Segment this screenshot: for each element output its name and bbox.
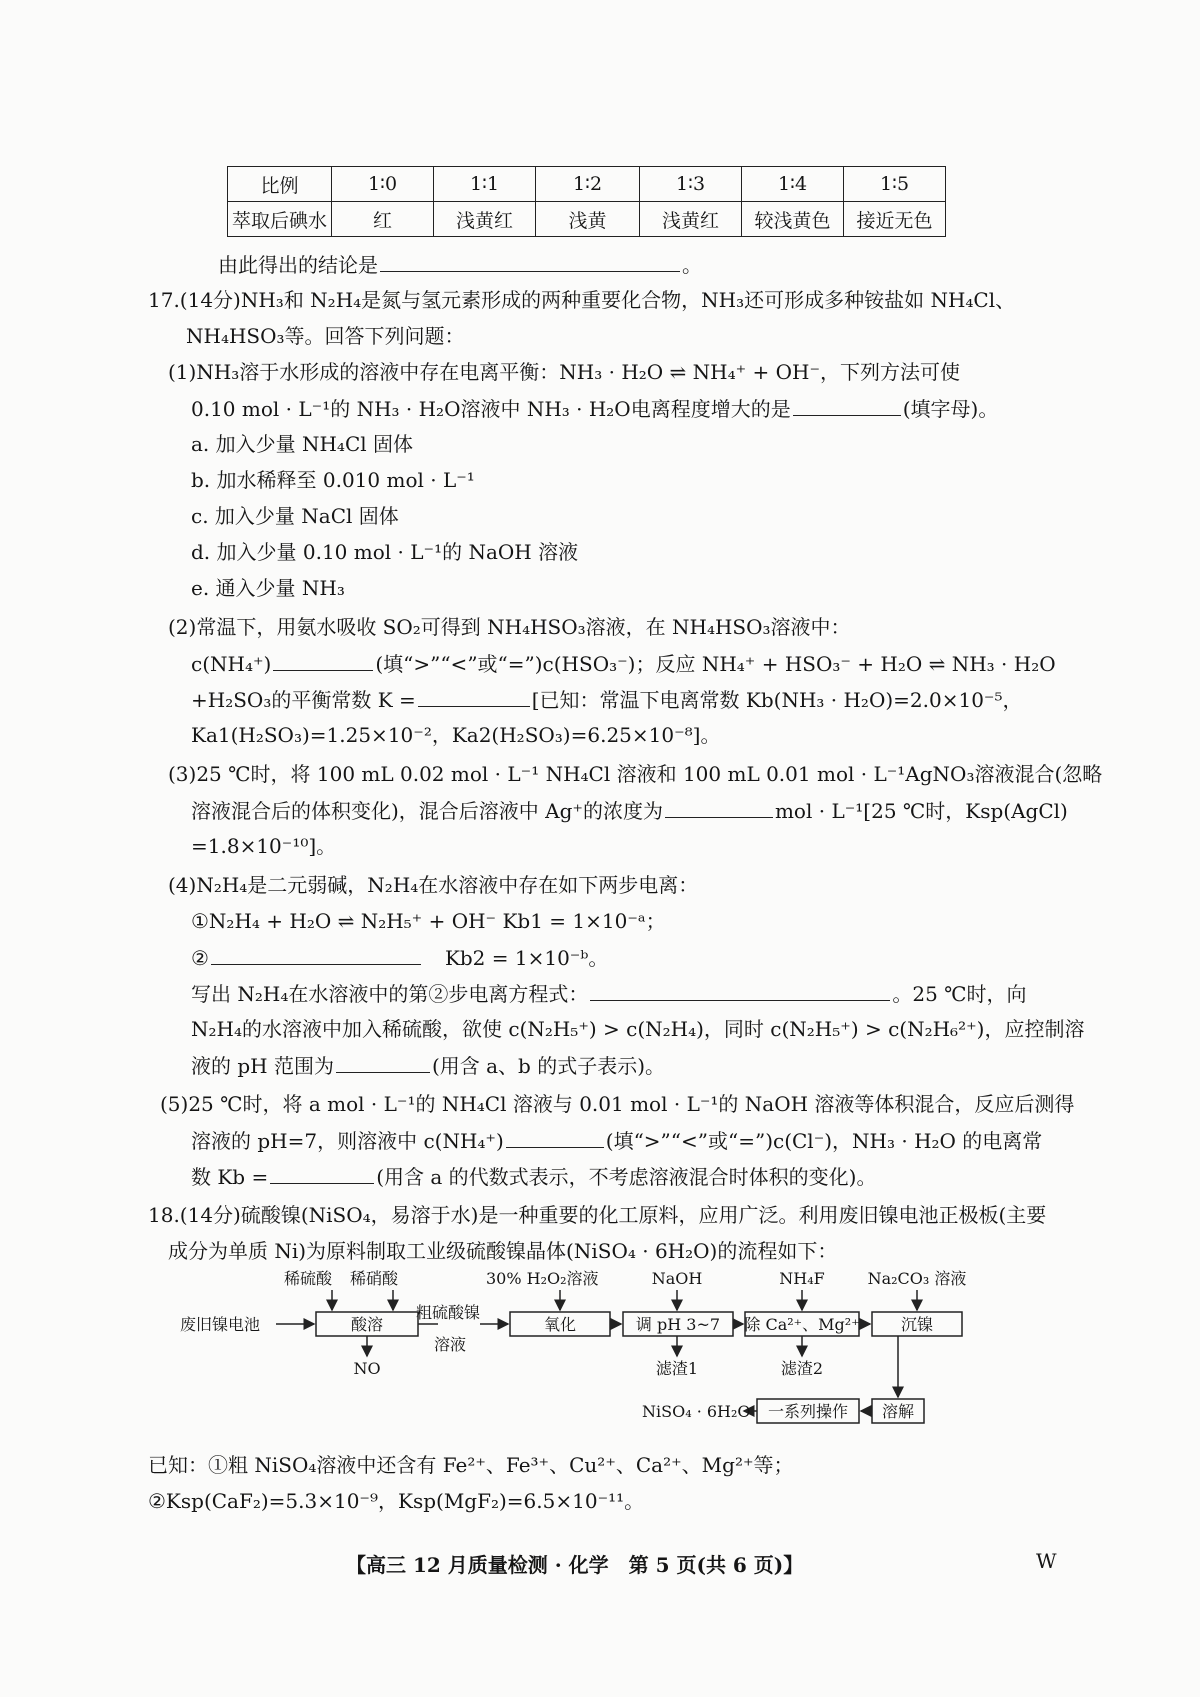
- flow-reagent-label: 稀硝酸: [350, 1269, 399, 1288]
- paper-version-mark: W: [1036, 1549, 1057, 1573]
- table-cell: 浅黄: [536, 202, 640, 237]
- part-1-line-2: 0.10 mol · L⁻¹的 NH₃ · H₂O溶液中 NH₃ · H₂O电离程度增大的是 (填字母)。: [191, 393, 998, 424]
- flow-product-label: NiSO₄ · 6H₂O: [642, 1402, 751, 1421]
- part-4-line-2: ①N₂H₄ + H₂O ⇌ N₂H₅⁺ + OH⁻ Kb1 = 1×10⁻ᵃ；: [191, 909, 666, 933]
- part-2-line: (2)常温下，用氨水吸收 SO₂可得到 NH₄HSO₃溶液，在 NH₄HSO₃溶液中：: [168, 615, 851, 639]
- option-a: a. 加入少量 NH₄Cl 固体: [191, 432, 414, 456]
- table-cell: 萃取后碘水: [228, 202, 332, 237]
- part-3-line: (3)25 ℃时，将 100 mL 0.02 mol · L⁻¹ NH₄Cl 溶液和 100 mL 0.01 mol · L⁻¹AgNO₃溶液混合(忽略: [168, 762, 1103, 786]
- part-4-line: (4)N₂H₄是二元弱碱，N₂H₄在水溶液中存在如下两步电离：: [168, 873, 699, 897]
- flow-residue-label: 滤渣2: [780, 1359, 824, 1378]
- table-cell: 较浅黄色: [742, 202, 844, 237]
- part-4-line-6: 液的 pH 范围为 (用含 a、b 的式子表示)。: [191, 1050, 665, 1081]
- option-c: c. 加入少量 NaCl 固体: [191, 504, 399, 528]
- flow-step-label: 沉镍: [900, 1315, 934, 1334]
- question-17-stem-2: NH₄HSO₃等。回答下列问题：: [186, 324, 465, 348]
- table-cell: 浅黄红: [640, 202, 742, 237]
- question-17-stem: 17.(14分)NH₃和 N₂H₄是氮与氢元素形成的两种重要化合物，NH₃还可形成多种铵盐如 NH₄Cl、: [148, 288, 1016, 312]
- table-cell: 1∶3: [640, 167, 742, 202]
- part-2-line-4: Ka1(H₂SO₃)=1.25×10⁻²，Ka2(H₂SO₃)=6.25×10⁻⁸]。: [191, 723, 721, 747]
- flow-step-label: 氧化: [543, 1315, 577, 1334]
- table-cell: 1∶0: [332, 167, 434, 202]
- flow-start-label: 废旧镍电池: [180, 1315, 261, 1334]
- ratio-table: [227, 166, 946, 237]
- flow-reagent-label: NH₄F: [779, 1269, 825, 1288]
- process-flow-diagram: [180, 1262, 1060, 1442]
- answer-blank[interactable]: [506, 1125, 604, 1148]
- known-condition-2: ②Ksp(CaF₂)=5.3×10⁻⁹，Ksp(MgF₂)=6.5×10⁻¹¹。: [148, 1489, 645, 1513]
- known-condition-1: 已知：①粗 NiSO₄溶液中还含有 Fe²⁺、Fe³⁺、Cu²⁺、Ca²⁺、Mg²⁺等；: [148, 1453, 794, 1477]
- part-5-line-2: 溶液的 pH=7，则溶液中 c(NH₄⁺) (填“>”“<”或“=”)c(Cl⁻)，NH₃ · H₂O 的电离常: [191, 1125, 1042, 1156]
- part-5-line: (5)25 ℃时，将 a mol · L⁻¹的 NH₄Cl 溶液与 0.01 mol · L⁻¹的 NaOH 溶液等体积混合，反应后测得: [160, 1092, 1075, 1116]
- part-4-line-4: 写出 N₂H₄在水溶液中的第②步电离方程式： 。25 ℃时，向: [191, 978, 1027, 1009]
- flow-step-label: 调 pH 3~7: [635, 1315, 721, 1334]
- question-18-stem: 18.(14分)硫酸镍(NiSO₄，易溶于水)是一种重要的化工原料，应用广泛。利用废旧镍电池正极板(主要: [148, 1203, 1047, 1227]
- answer-blank[interactable]: [336, 1050, 430, 1073]
- answer-blank[interactable]: [270, 1161, 374, 1184]
- flow-step-label: 溶解: [881, 1402, 915, 1421]
- answer-blank[interactable]: [665, 795, 773, 818]
- table-cell: 浅黄红: [434, 202, 536, 237]
- question-18-stem-2: 成分为单质 Ni)为原料制取工业级硫酸镍晶体(NiSO₄ · 6H₂O)的流程如下：: [168, 1239, 838, 1263]
- part-1-line: (1)NH₃溶于水形成的溶液中存在电离平衡：NH₃ · H₂O ⇌ NH₄⁺ + OH⁻，下列方法可使: [168, 360, 961, 384]
- answer-blank[interactable]: [273, 648, 373, 671]
- flow-step-label: 酸溶: [350, 1315, 384, 1334]
- answer-blank[interactable]: [211, 942, 421, 965]
- part-5-line-3: 数 Kb = (用含 a 的代数式表示，不考虑溶液混合时体积的变化)。: [191, 1161, 876, 1192]
- flow-byproduct-label: NO: [353, 1359, 381, 1378]
- flow-step-label: 一系列操作: [767, 1402, 849, 1421]
- option-e: e. 通入少量 NH₃: [191, 576, 345, 600]
- answer-blank[interactable]: [590, 978, 890, 1001]
- table-cell: 比例: [228, 167, 332, 202]
- conclusion-line: 由此得出的结论是 。: [218, 249, 702, 280]
- table-cell: 1∶5: [844, 167, 946, 202]
- flow-reagent-label: 30% H₂O₂溶液: [486, 1269, 599, 1288]
- part-2-line-2: c(NH₄⁺) (填“>”“<”或“=”)c(HSO₃⁻)；反应 NH₄⁺ + HSO₃⁻ + H₂O ⇌ NH₃ · H₂O: [191, 648, 1056, 679]
- answer-blank[interactable]: [380, 249, 680, 272]
- table-cell: 接近无色: [844, 202, 946, 237]
- table-row: [228, 167, 946, 202]
- answer-blank[interactable]: [418, 684, 530, 707]
- flow-reagent-label: 稀硫酸: [284, 1269, 333, 1288]
- table-cell: 红: [332, 202, 434, 237]
- flow-step-label: 除 Ca²⁺、Mg²⁺: [744, 1315, 860, 1334]
- option-b: b. 加水稀释至 0.010 mol · L⁻¹: [191, 468, 475, 492]
- option-d: d. 加入少量 0.10 mol · L⁻¹的 NaOH 溶液: [191, 540, 579, 564]
- part-3-line-3: =1.8×10⁻¹⁰]。: [191, 834, 337, 858]
- table-cell: 1∶2: [536, 167, 640, 202]
- flow-reagent-label: Na₂CO₃ 溶液: [867, 1269, 967, 1288]
- flow-intermediate-label: 溶液: [434, 1335, 467, 1354]
- part-4-line-5: N₂H₄的水溶液中加入稀硫酸，欲使 c(N₂H₅⁺) > c(N₂H₄)，同时 c(N₂H₅⁺) > c(N₂H₆²⁺)，应控制溶: [191, 1017, 1085, 1041]
- part-3-line-2: 溶液混合后的体积变化)，混合后溶液中 Ag⁺的浓度为 mol · L⁻¹[25 ℃时，Ksp(AgCl): [191, 795, 1068, 826]
- answer-blank[interactable]: [793, 393, 901, 416]
- table-cell: 1∶4: [742, 167, 844, 202]
- table-cell: 1∶1: [434, 167, 536, 202]
- flow-reagent-label: NaOH: [651, 1269, 703, 1288]
- part-4-line-3: ② Kb2 = 1×10⁻ᵇ。: [191, 942, 608, 973]
- page-footer: 【高三 12 月质量检测 · 化学 第 5 页(共 6 页)】: [346, 1553, 804, 1577]
- flow-intermediate-label: 粗硫酸镍: [416, 1303, 481, 1322]
- part-2-line-3: +H₂SO₃的平衡常数 K = [已知：常温下电离常数 Kb(NH₃ · H₂O)=2.0×10⁻⁵，: [191, 684, 1023, 715]
- flow-residue-label: 滤渣1: [655, 1359, 699, 1378]
- table-row: [228, 202, 946, 237]
